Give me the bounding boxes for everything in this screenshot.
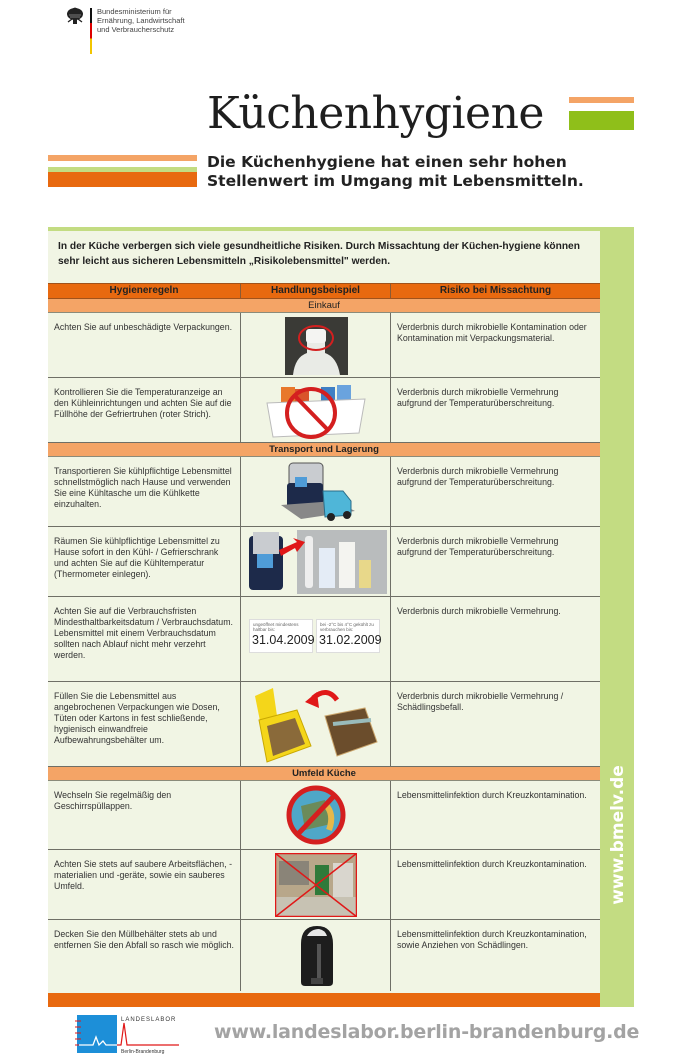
table-row xyxy=(48,457,600,527)
column-header-risk: Risiko bei Missachtung xyxy=(439,285,552,296)
rule-cell: Achten Sie auf unbeschädigte Verpackungen. xyxy=(54,322,233,332)
example-cell xyxy=(240,378,391,442)
rule-cell: Füllen Sie die Lebensmittel aus angebrochenen Verpackungen wie Dosen, Tüten oder Kartons in fest schließende, hygienisch einwandfreie Aufbewahrungsbehälter um. xyxy=(54,691,220,745)
lab-name-top: LANDESLABOR xyxy=(121,1017,177,1023)
subtitle xyxy=(207,153,584,191)
ministry-line: Bundesministerium für xyxy=(97,7,172,16)
subtitle-line: Stellenwert im Umgang mit Lebensmitteln. xyxy=(207,172,584,190)
example-cell xyxy=(240,457,391,526)
table-row xyxy=(48,850,600,920)
title-stripe-orange xyxy=(569,97,634,103)
intro-text: In der Küche verbergen sich viele gesundheitliche Risiken. Durch Missachtung der Küchen-hygiene können sehr leicht aus sicheren Lebensmitteln „Risikolebensmittel" werden. xyxy=(58,241,580,267)
freezer-prohibited-image xyxy=(259,381,374,441)
title-stripe-green xyxy=(569,111,634,130)
landeslabor-url[interactable]: www.landeslabor.berlin-brandenburg.de xyxy=(214,1021,640,1043)
use-by-label xyxy=(316,619,380,653)
federal-eagle-icon xyxy=(66,6,84,26)
section-header-umfeld: Umfeld Küche xyxy=(48,767,600,781)
landeslabor-logo-icon xyxy=(75,1013,179,1055)
subtitle-stripe-orange xyxy=(48,172,197,187)
dirty-kitchen-crossed-image xyxy=(275,853,357,917)
trash-can-image xyxy=(297,924,337,988)
table-row xyxy=(48,527,600,597)
example-cell xyxy=(240,597,391,681)
risk-cell: Lebensmittelinfektion durch Kreuzkontamination. xyxy=(397,859,587,869)
rule-cell: Decken Sie den Müllbehälter stets ab und entfernen Sie den Abfall so rasch wie möglich. xyxy=(54,929,234,950)
german-flag-bar xyxy=(90,8,92,54)
ministry-line: Ernährung, Landwirtschaft xyxy=(97,16,185,25)
date-label-caption: ungeöffnet mindestens haltbar bis: xyxy=(253,622,299,632)
page-title: Küchenhygiene xyxy=(207,88,544,139)
lab-name-bottom: Berlin-Brandenburg xyxy=(121,1049,165,1055)
example-cell xyxy=(240,781,391,849)
subtitle-line: Die Küchenhygiene hat einen sehr hohen xyxy=(207,153,567,171)
table-row xyxy=(48,313,600,378)
best-before-label xyxy=(249,619,313,653)
risk-cell: Verderbnis durch mikrobielle Kontamination oder Kontamination mit Verpackungsmaterial. xyxy=(397,322,587,343)
date-label-value: 31.02.2009 xyxy=(319,633,382,647)
rule-cell: Räumen Sie kühlpflichtige Lebensmittel zu Hause sofort in den Kühl- / Gefrierschrank und achten Sie auf die Kühltemperatur (Thermometer einlegen). xyxy=(54,536,220,579)
rule-cell: Wechseln Sie regelmäßig den Geschirrspüllappen. xyxy=(54,790,172,811)
date-label-caption: bei -2°C bis 4°C gekühlt zu verbrauchen bis: xyxy=(320,622,374,632)
table-row xyxy=(48,781,600,850)
hygiene-table xyxy=(48,283,600,991)
landeslabor-logo xyxy=(75,1013,179,1055)
ministry-line: und Verbraucherschutz xyxy=(97,25,175,34)
side-url xyxy=(603,760,633,910)
table-row xyxy=(48,682,600,767)
fridge-thermometer-image xyxy=(249,530,389,594)
risk-cell: Lebensmittelinfektion durch Kreuzkontamination. xyxy=(397,790,587,800)
risk-cell: Verderbnis durch mikrobielle Vermehrung aufgrund der Temperaturüberschreitung. xyxy=(397,466,559,487)
example-cell xyxy=(240,682,391,766)
rule-cell: Achten Sie stets auf saubere Arbeitsflächen, -materialien und -geräte, sowie ein sauberes Umfeld. xyxy=(54,859,232,891)
risk-cell: Verderbnis durch mikrobielle Vermehrung / Schädlingsbefall. xyxy=(397,691,564,712)
sponge-prohibited-image xyxy=(285,784,347,846)
example-cell xyxy=(240,313,391,377)
date-label-value: 31.04.2009 xyxy=(252,633,315,647)
side-url-text: www.bmelv.de xyxy=(608,765,628,905)
table-row xyxy=(48,378,600,443)
ministry-name xyxy=(97,7,257,34)
column-header-example: Handlungsbeispiel xyxy=(240,284,391,298)
example-cell xyxy=(240,920,391,991)
table-footer-bar xyxy=(48,993,600,1007)
risk-cell: Verderbnis durch mikrobielle Vermehrung aufgrund der Temperaturüberschreitung. xyxy=(397,536,559,557)
bottle-cap-image xyxy=(285,317,348,375)
bread-container-image xyxy=(253,686,381,764)
risk-cell: Verderbnis durch mikrobielle Vermehrung aufgrund der Temperaturüberschreitung. xyxy=(397,387,559,408)
table-header xyxy=(48,283,600,299)
risk-cell: Verderbnis durch mikrobielle Vermehrung. xyxy=(397,606,561,616)
rule-cell: Achten Sie auf die Verbrauchsfristen Mindesthaltbarkeitsdatum / Verbrauchsdatum. Lebensmittel mit einem Verbrauchsdatum sollten nach Ablauf nicht mehr verzehrt werden. xyxy=(54,606,233,660)
example-cell xyxy=(240,850,391,919)
table-row xyxy=(48,920,600,991)
table-row xyxy=(48,597,600,682)
column-header-rules: Hygieneregeln xyxy=(109,285,179,296)
section-header-einkauf: Einkauf xyxy=(48,299,600,313)
rule-cell: Kontrollieren Sie die Temperaturanzeige an den Kühleinrichtungen und achten Sie auf die Füllhöhe der Gefriertruhen (roter Strich). xyxy=(54,387,232,419)
cooler-bag-truck-image xyxy=(277,461,357,523)
example-cell xyxy=(240,527,391,596)
subtitle-stripe-light-orange xyxy=(48,155,197,161)
risk-cell: Lebensmittelinfektion durch Kreuzkontamination, sowie Anziehen von Schädlingen. xyxy=(397,929,587,950)
rule-cell: Transportieren Sie kühlpflichtige Lebensmittel schnellstmöglich nach Hause und verwenden Sie eine Kühltasche um die Kühlkette einzuhalten. xyxy=(54,466,232,509)
section-header-transport: Transport und Lagerung xyxy=(48,443,600,457)
